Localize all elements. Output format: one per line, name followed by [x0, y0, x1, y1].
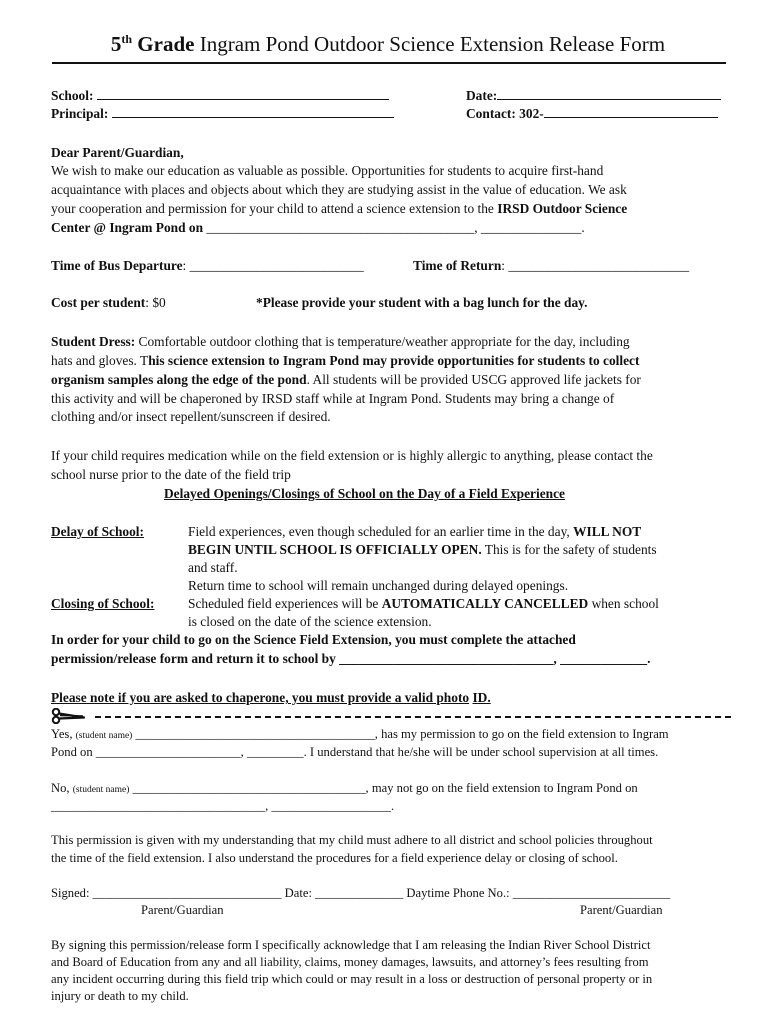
closing-of-school-label: Closing of School:: [51, 596, 155, 611]
yes-line-2[interactable]: Pond on _______________________, _________. I understand that he/she will be under school supervision at all times.: [51, 745, 659, 759]
form-title: [52, 30, 724, 58]
release-line-2: and Board of Education from any and all liability, claims, money damages, lawsuits, and attorney’s fees resulting from: [51, 955, 649, 969]
medication-line-1: If your child requires medication while on the field extension or is highly allergic to anything, please contact the: [51, 448, 653, 463]
letter-line-3: [51, 200, 627, 218]
date-label: Date:: [466, 88, 498, 103]
closing-line-1-text: Scheduled field experiences will be: [188, 596, 382, 611]
release-line-4: injury or death to my child.: [51, 989, 189, 1003]
dress-line-4: this activity and will be chaperoned by IRSD staff while at Ingram Pond. Students may bring a change of: [51, 391, 615, 406]
delayed-openings-heading: Delayed Openings/Closings of School on the Day of a Field Experience: [164, 486, 565, 501]
cost-value: : $0: [145, 295, 166, 310]
principal-line[interactable]: [112, 106, 394, 118]
school-label: School:: [51, 88, 94, 103]
delay-line-2-text: This is for the safety of students: [481, 542, 657, 557]
chaperone-note: [51, 689, 491, 707]
delay-will-not: WILL NOT: [573, 524, 642, 539]
closing-line-2: is closed on the date of the science extension.: [188, 614, 432, 629]
closing-line-1-end: when school: [588, 596, 659, 611]
bus-return-label: Time of Return: [413, 258, 502, 273]
chaperone-id: ID.: [472, 690, 491, 705]
irsd-center-name: IRSD Outdoor Science: [497, 201, 628, 216]
yes-line-1-text[interactable]: ______________________________________, has my permission to go on the field extension to Ingram: [132, 727, 669, 741]
yes-word: Yes,: [51, 727, 76, 741]
medication-line-2: school nurse prior to the date of the field trip: [51, 467, 291, 482]
bus-return-field[interactable]: [413, 257, 689, 275]
cost-per-student: [51, 294, 166, 312]
scissors-icon: [51, 708, 85, 724]
dress-line-1-text: Comfortable outdoor clothing that is temperature/weather appropriate for the day, including: [135, 334, 630, 349]
dress-label: Student Dress:: [51, 334, 136, 349]
release-line-3: any incident occurring during this field trip which could or may result in a loss or destruction of personal property or in: [51, 972, 653, 986]
title-grade-suffix: th: [121, 32, 133, 46]
delay-of-school-label: Delay of School:: [51, 524, 144, 539]
center-date-label: Center @ Ingram Pond on: [51, 220, 204, 235]
permission-line-2: the time of the field extension. I also understand the procedures for a field experience delay or closing of school.: [51, 851, 618, 865]
release-line-1: By signing this permission/release form I specifically acknowledge that I am releasing the Indian River School District: [51, 938, 651, 952]
bus-departure-blank[interactable]: : __________________________: [182, 258, 364, 273]
school-line[interactable]: [97, 88, 389, 100]
center-date-blank[interactable]: ________________________________________, _______________.: [203, 220, 585, 235]
bus-return-blank[interactable]: : ___________________________: [501, 258, 690, 273]
cut-dashes: [95, 716, 731, 718]
dress-line-2: [51, 352, 639, 370]
cost-label: Cost per student: [51, 295, 146, 310]
no-student-name-label: (student name): [72, 785, 130, 795]
dress-line-5: clothing and/or insect repellent/sunscreen if desired.: [51, 409, 331, 424]
title-grade-word: Grade: [137, 32, 195, 56]
delay-begin-until: BEGIN UNTIL SCHOOL IS OFFICIALLY OPEN.: [188, 542, 482, 557]
dress-line-3-bold: organism samples along the edge of the pond: [51, 372, 307, 387]
title-rule: [52, 62, 726, 64]
title-rest: Ingram Pond Outdoor Science Extension Release Form: [199, 32, 666, 56]
dress-line-2-bold: his science extension to Ingram Pond may provide opportunities for students to collect: [148, 353, 640, 368]
cut-line: [51, 708, 731, 724]
permission-line-1: This permission is given with my understanding that my child must adhere to all district and school policies throughout: [51, 833, 653, 847]
closing-auto-cancelled: AUTOMATICALLY CANCELLED: [381, 596, 589, 611]
signature-caption-left: Parent/Guardian: [141, 903, 224, 917]
signature-line[interactable]: Signed: ______________________________ Date: ______________ Daytime Phone No.: _________________________: [51, 886, 671, 900]
dress-line-3-text: . All students will be provided USCG approved life jackets for: [306, 372, 641, 387]
closing-line-1: [188, 595, 659, 613]
letter-line-2: acquaintance with places and objects about which they are studying assist in the value of education. We ask: [51, 182, 627, 197]
order-line-1: In order for your child to go on the Science Field Extension, you must complete the attached: [51, 632, 576, 647]
date-line[interactable]: [497, 88, 721, 100]
yes-line-1[interactable]: [51, 726, 669, 745]
principal-label: Principal:: [51, 106, 109, 121]
delay-line-1-text: Field experiences, even though scheduled for an earlier time in the day,: [188, 524, 574, 539]
no-line-2[interactable]: __________________________________, ___________________.: [51, 799, 395, 813]
dress-line-2-text: hats and gloves. T: [51, 353, 149, 368]
no-line-1[interactable]: [51, 780, 638, 799]
delay-line-1: [188, 523, 641, 541]
signature-caption-right: Parent/Guardian: [580, 903, 663, 917]
principal-field[interactable]: [51, 105, 394, 123]
dress-line-3: [51, 371, 641, 389]
letter-line-4: [51, 219, 585, 237]
bus-departure-label: Time of Bus Departure: [51, 258, 183, 273]
bag-lunch-note: *Please provide your student with a bag lunch for the day.: [256, 295, 588, 310]
dress-line-1: [51, 333, 630, 351]
order-line-2[interactable]: permission/release form and return it to school by ________________________________, _____________.: [51, 651, 651, 666]
chaperone-text: Please note if you are asked to chaperone, you must provide a valid photo: [51, 690, 470, 705]
title-grade-number: 5: [110, 32, 122, 56]
contact-label: Contact: 302-: [466, 106, 544, 121]
bus-departure-field[interactable]: [51, 257, 364, 275]
no-word: No,: [51, 781, 73, 795]
letter-line-1: We wish to make our education as valuable as possible. Opportunities for students to acquire first-hand: [51, 163, 604, 178]
school-field[interactable]: [51, 87, 389, 105]
no-line-1-text[interactable]: _____________________________________, may not go on the field extension to Ingram Pond on: [129, 781, 638, 795]
delay-line-3: and staff.: [188, 560, 238, 575]
salutation: Dear Parent/Guardian,: [51, 145, 184, 160]
yes-student-name-label: (student name): [75, 731, 133, 741]
date-field[interactable]: [466, 87, 721, 105]
delay-line-4: Return time to school will remain unchanged during delayed openings.: [188, 578, 569, 593]
contact-field[interactable]: [466, 105, 718, 123]
delay-line-2: [188, 541, 657, 559]
contact-line[interactable]: [544, 106, 718, 118]
letter-line-3-text: your cooperation and permission for your child to attend a science extension to the: [51, 201, 498, 216]
